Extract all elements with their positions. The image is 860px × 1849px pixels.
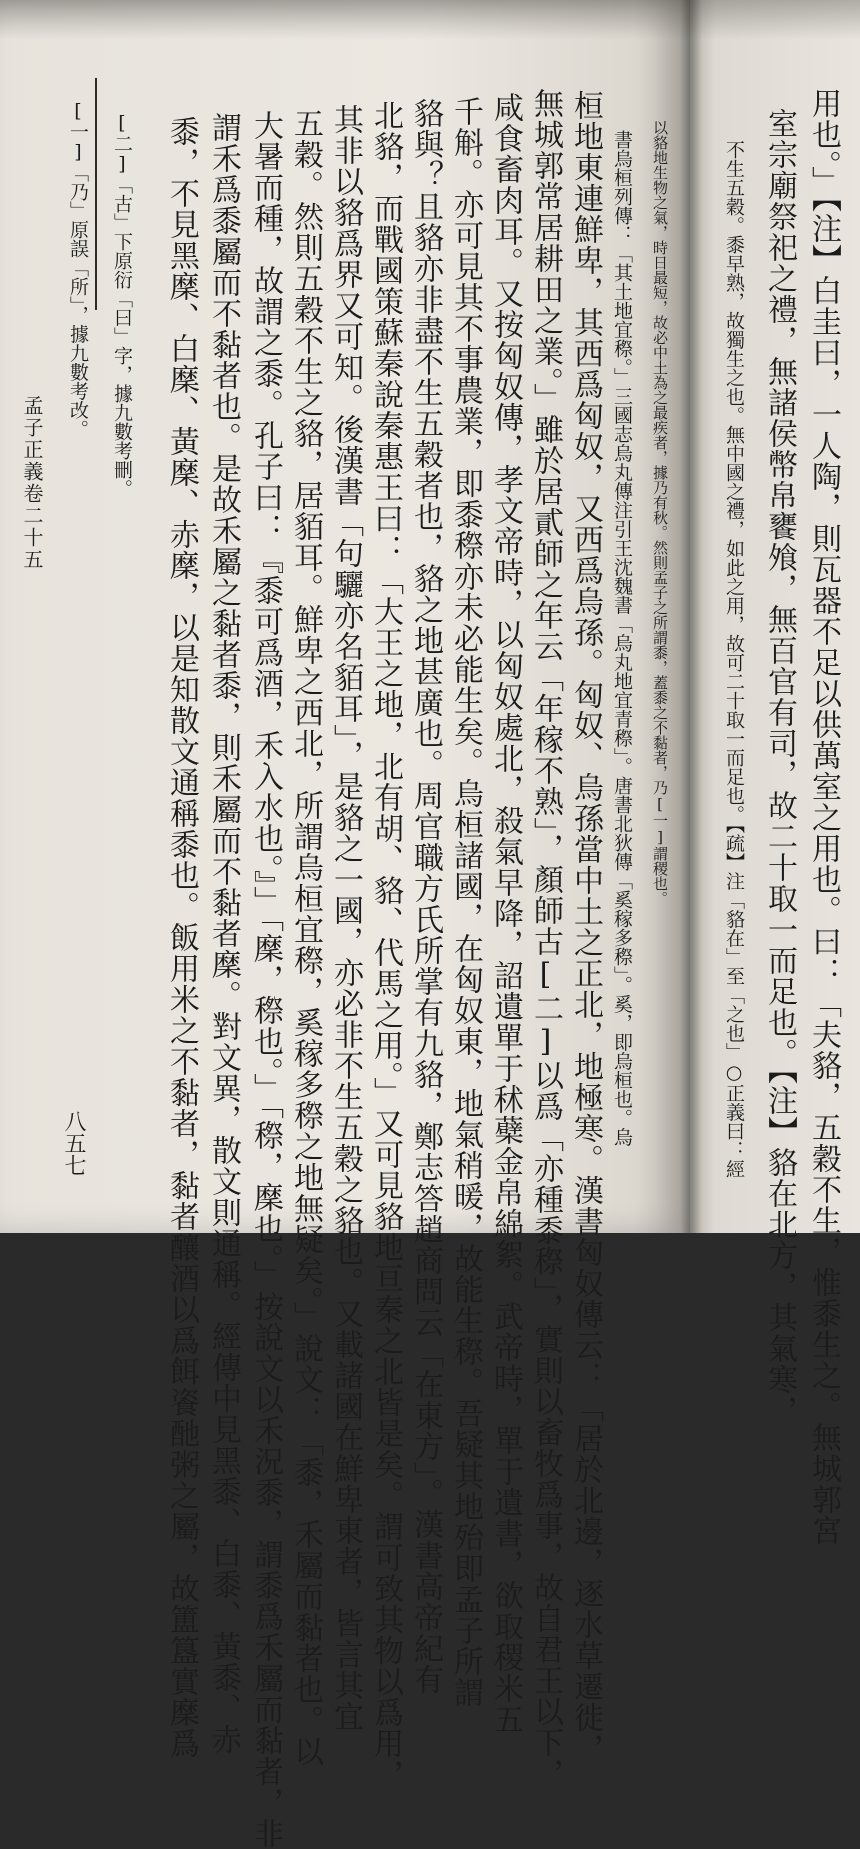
right-page-column-3: 不生五穀。黍早熟，故獨生之也。無中國之禮，如此之用，故可二十取一而足也。【疏】注「貉在」至「之也」○正義曰：經 bbox=[723, 140, 745, 1179]
footnote-1: [一]「乃」原誤「所」，據九數考改。 bbox=[67, 100, 89, 439]
footnote-rule bbox=[95, 78, 97, 310]
left-page-column-3: 無城郭常居耕田之業。」雖於居貳師之年云「年稼不熟」，顏師古[二]以爲「亦種黍穄」，實則以畜牧爲事，故自君王以下， bbox=[528, 88, 563, 1789]
left-page-column-7: 北貉，而戰國策蘇秦說秦惠王曰：「大王之地，北有胡、貉、代馬之用。」又可見貉地亘秦之北皆是矣。謂可致其物以爲用， bbox=[368, 100, 403, 1790]
book-gutter bbox=[680, 0, 702, 1233]
top-shadow bbox=[0, 0, 860, 40]
left-page-column-10: 大暑而種，故謂之黍。孔子曰：『黍可爲酒，禾入水也。』」「穈，穄也。」「穄，穈也。」按說文以禾況黍，謂黍爲禾屬而黏者，非 bbox=[248, 110, 283, 1849]
page-number: 八五七 bbox=[61, 1110, 86, 1176]
left-page-column-8: 其非以貉爲界又可知。後漢書「句驪亦名貊耳」，是貉之一國，亦必非不生五穀之貉也。又載諸國在鮮卑東者，皆言其宜 bbox=[328, 104, 363, 1732]
left-page-column-0: 以貉地生物之氣，時日最短，故必中土為之最疾者，據乃有秋。然則孟子之所謂黍，蓋黍之不黏者，乃[一]謂稷也。 bbox=[651, 120, 669, 906]
left-page-column-9: 五穀。然則五穀不生之貉，居貊耳。鮮卑之西北，所謂烏桓宜穄，奚稼多穄之地無疑矣。」說文：「黍，禾屬而黏者也。以 bbox=[288, 108, 323, 1767]
footnote-2: [二]「古」下原衍「曰」字，據九數考刪。 bbox=[111, 112, 133, 498]
left-page-column-4: 咸食畜肉耳。又按匈奴傳，孝文帝時，以匈奴處北，殺氣早降，詔遺單于秫蘗金帛綿絮。武帝時，單于遺書，欲取稷米五 bbox=[488, 92, 523, 1735]
left-page-column-12: 黍，不見黑穈、白穈、黃穈、赤穈，以是知散文通稱黍也。飯用米之不黏者，黏者釀酒以爲餌餈酏粥之屬，故簠簋實穈爲 bbox=[164, 116, 199, 1759]
right-page-column-2: 室宗廟祭祀之禮，無諸侯幣帛饔飧，無百官有司，故二十取一而足也。【注】貉在北方，其氣寒， bbox=[762, 108, 797, 1426]
left-page-column-2: 桓地東連鮮卑，其西爲匈奴，又西爲烏孫。匈奴、烏孫當中土之正北，地極寒。漢書匈奴傳云：「居於北邊，逐水草遷徙， bbox=[568, 90, 603, 1764]
running-head: 孟子正義卷二十五 bbox=[20, 395, 44, 571]
left-page-column-11: 謂禾爲黍屬而不黏者也。是故禾屬之黏者黍，則禾屬而不黏者穈。對文異，散文則通稱。經傳中見黑黍、白黍、黃黍、赤 bbox=[206, 112, 241, 1755]
left-page-column-1: 書烏桓列傳：「其土地宜穄。」三國志烏丸傳注引王沈魏書「烏丸地宜青穄」。唐書北狄傳「奚稼多穄」。奚，即烏桓也。烏 bbox=[611, 130, 633, 1147]
left-page-column-5: 千斛。亦可見其不事農業，即黍穄亦未必能生矣。烏桓諸國，在匈奴東，地氣稍暖，故能生穄。吾疑其地殆即孟子所謂 bbox=[448, 96, 483, 1708]
left-page-column-6: 貉與？且貉亦非盡不生五穀者也，貉之地甚廣也。周官職方氏所掌有九貉，鄭志答趙商問云「在東方」。漢書高帝紀有 bbox=[408, 98, 443, 1695]
right-page-column-1: 用也。」【注】白圭曰，一人陶，則瓦器不足以供萬室之用也。曰：「夫貉，五穀不生，惟黍生之。無城郭宮 bbox=[806, 88, 841, 1546]
